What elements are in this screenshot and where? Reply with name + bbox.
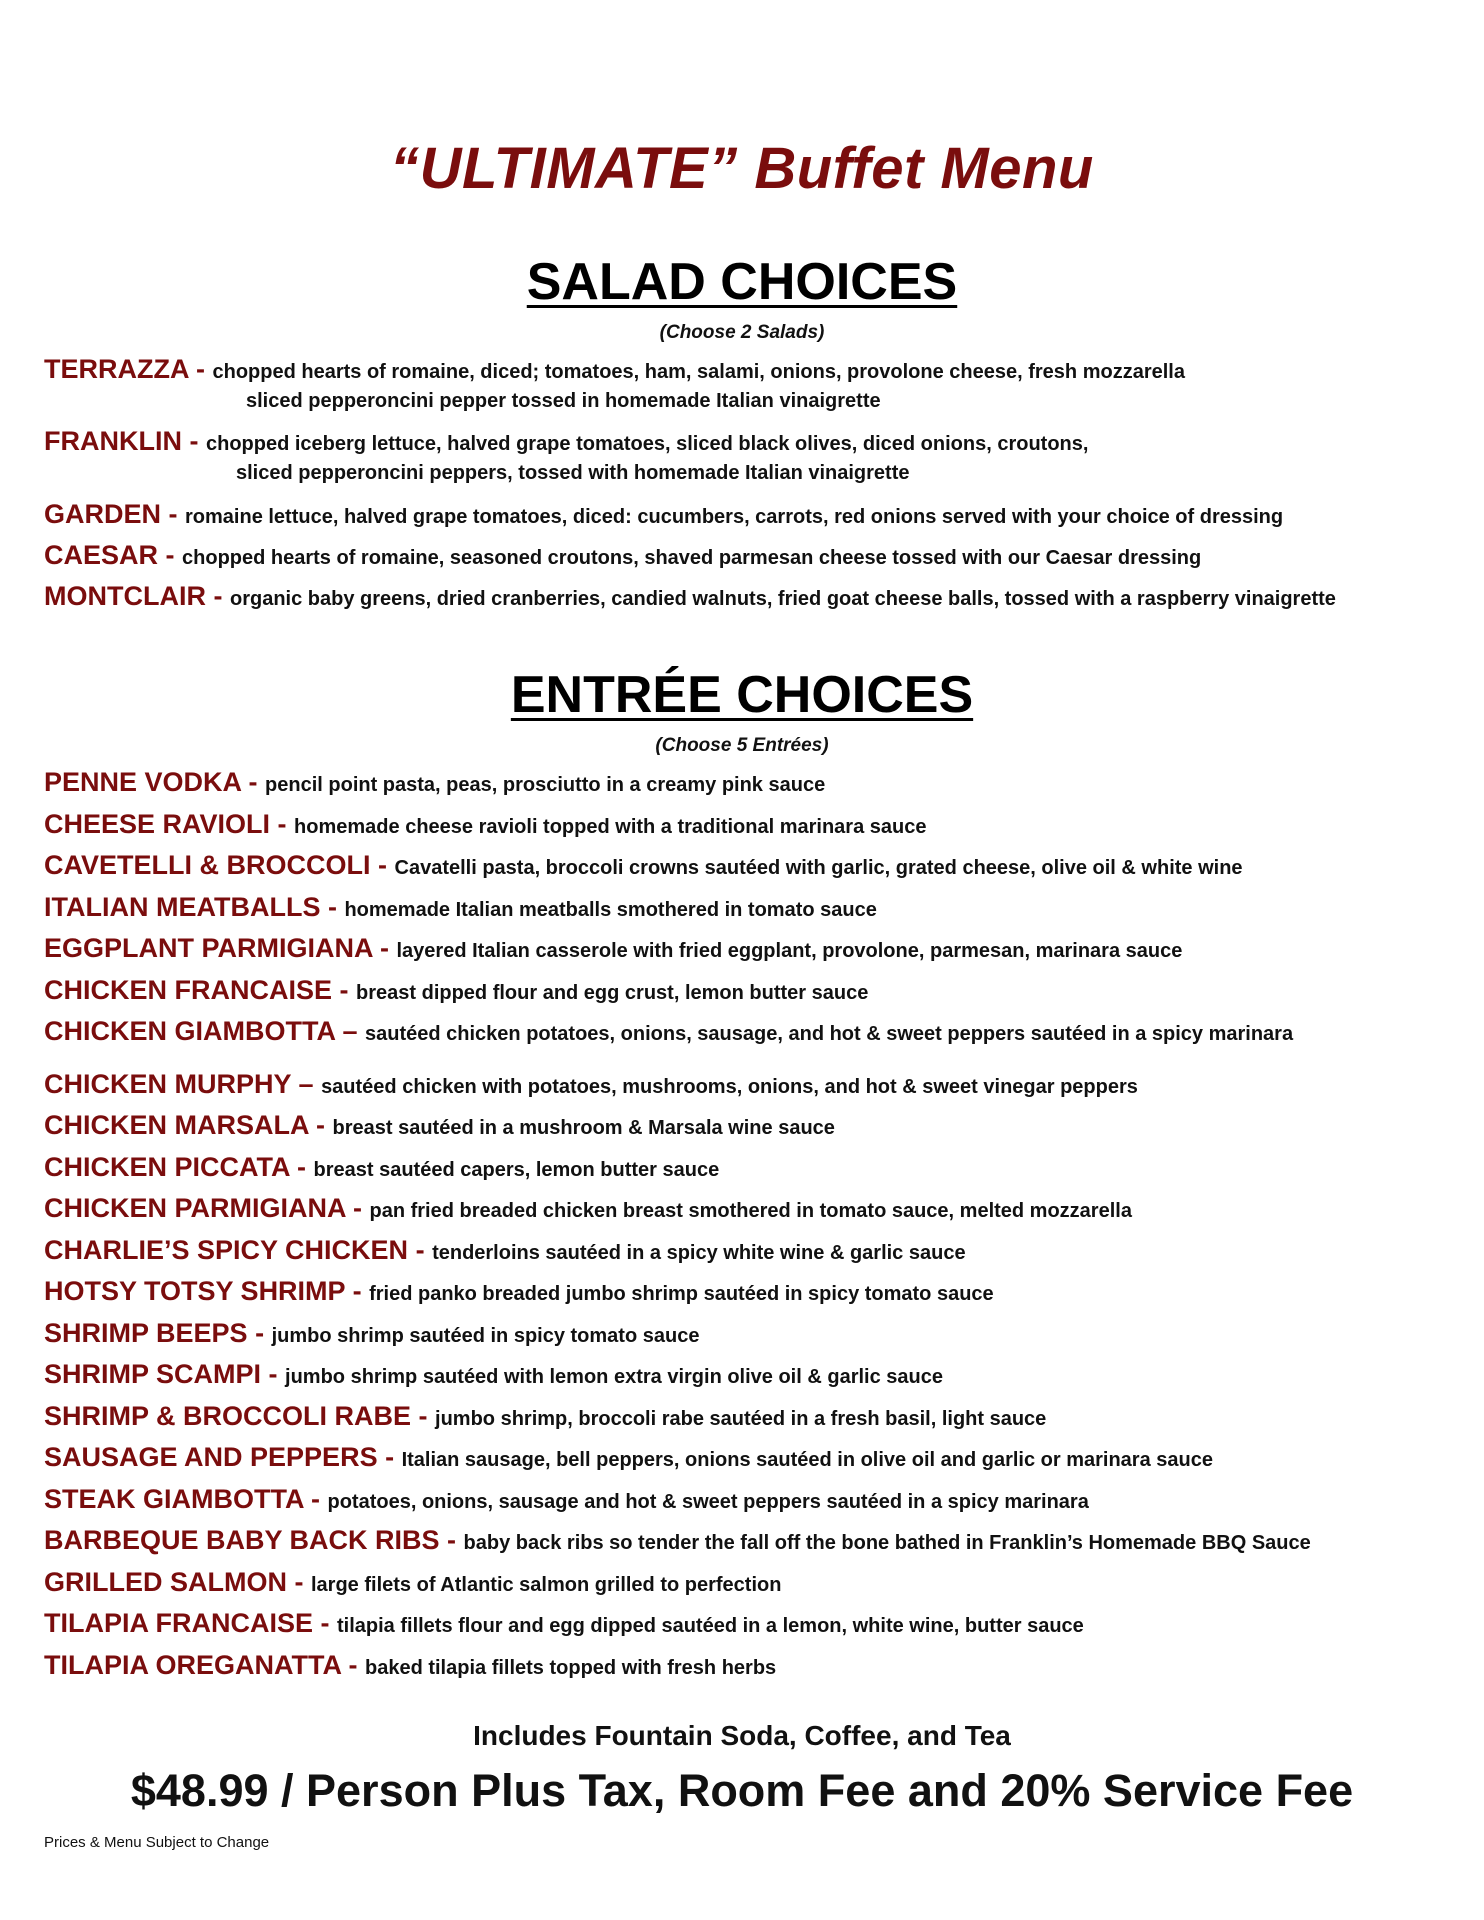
entree-name: ITALIAN MEATBALLS bbox=[44, 891, 321, 922]
entree-separator: - bbox=[439, 1525, 464, 1555]
entree-name: CHICKEN PICCATA bbox=[44, 1151, 290, 1182]
salad-separator: - bbox=[181, 426, 206, 456]
entree-description: jumbo shrimp sautéed with lemon extra virgin olive oil & garlic sauce bbox=[285, 1366, 943, 1388]
entree-name: SHRIMP & BROCCOLI RABE bbox=[44, 1400, 412, 1431]
entree-section-heading bbox=[0, 665, 1484, 725]
entree-separator: - bbox=[270, 808, 295, 839]
entree-list bbox=[44, 762, 1464, 1686]
entree-description: jumbo shrimp, broccoli rabe sautéed in a fresh basil, light sauce bbox=[435, 1407, 1047, 1430]
entree-description: pencil point pasta, peas, prosciutto in a creamy pink sauce bbox=[265, 774, 826, 796]
entree-item bbox=[44, 1188, 1464, 1230]
salad-item bbox=[44, 494, 1464, 535]
entree-item bbox=[44, 1437, 1464, 1479]
entree-name: CHARLIE’S SPICY CHICKEN bbox=[44, 1234, 409, 1265]
entree-separator: - bbox=[345, 1276, 370, 1306]
entree-name: SHRIMP SCAMPI bbox=[44, 1359, 262, 1389]
entree-description: jumbo shrimp sautéed in spicy tomato sauce bbox=[271, 1324, 700, 1347]
entree-description: potatoes, onions, sausage and hot & sweet peppers sautéed in a spicy marinara bbox=[327, 1490, 1089, 1513]
entree-name: TILAPIA FRANCAISE bbox=[44, 1608, 313, 1638]
salad-description: chopped hearts of romaine, diced; tomatoes, ham, salami, onions, provolone cheese, fresh mozzarella bbox=[212, 361, 1185, 383]
entree-name: GRILLED SALMON bbox=[44, 1566, 287, 1597]
entree-separator: - bbox=[345, 1193, 370, 1223]
entree-separator: - bbox=[320, 891, 345, 922]
entree-name: SAUSAGE AND PEPPERS bbox=[44, 1442, 378, 1472]
entree-item bbox=[44, 1105, 1464, 1147]
entree-separator: - bbox=[377, 1442, 402, 1472]
salad-description: romaine lettuce, halved grape tomatoes, diced: cucumbers, carrots, red onions served with your choice of dressing bbox=[185, 506, 1284, 528]
entree-description: layered Italian casserole with fried eggplant, provolone, parmesan, marinara sauce bbox=[396, 940, 1183, 962]
entree-name: CHICKEN FRANCAISE bbox=[44, 974, 333, 1005]
entree-description: sautéed chicken with potatoes, mushrooms, onions, and hot & sweet vinegar peppers bbox=[321, 1075, 1138, 1098]
entree-description: Cavatelli pasta, broccoli crowns sautéed with garlic, grated cheese, olive oil & white wine bbox=[394, 857, 1243, 879]
entree-item bbox=[44, 1230, 1464, 1272]
salad-separator: - bbox=[161, 499, 186, 529]
salad-description: chopped hearts of romaine, seasoned croutons, shaved parmesan cheese tossed with our Caesar dressing bbox=[182, 547, 1202, 569]
salad-section-heading bbox=[0, 252, 1484, 312]
entree-item bbox=[44, 970, 1464, 1012]
entree-description: homemade cheese ravioli topped with a traditional marinara sauce bbox=[294, 815, 927, 838]
disclaimer: Prices & Menu Subject to Change bbox=[44, 1834, 270, 1851]
entree-item bbox=[44, 1271, 1464, 1313]
entree-item bbox=[44, 928, 1464, 970]
entree-separator: - bbox=[411, 1400, 436, 1431]
salad-description: organic baby greens, dried cranberries, candied walnuts, fried goat cheese balls, tossed with a raspberry vinaigrette bbox=[229, 588, 1336, 610]
entree-separator: - bbox=[313, 1608, 337, 1638]
entree-description: tenderloins sautéed in a spicy white wine & garlic sauce bbox=[432, 1241, 966, 1264]
includes-note: Includes Fountain Soda, Coffee, and Tea bbox=[473, 1720, 1011, 1751]
entree-section-heading-text: ENTRÉE CHOICES bbox=[510, 666, 974, 724]
salad-name: GARDEN bbox=[44, 499, 162, 529]
price-line: $48.99 / Person Plus Tax, Room Fee and 20% Service Fee bbox=[130, 1765, 1354, 1816]
entree-description: Italian sausage, bell peppers, onions sautéed in olive oil and garlic or marinara sauce bbox=[401, 1449, 1213, 1471]
entree-item bbox=[44, 1396, 1464, 1438]
entree-separator: - bbox=[340, 1649, 365, 1680]
entree-separator: - bbox=[289, 1151, 314, 1182]
salad-description: chopped iceberg lettuce, halved grape tomatoes, sliced black olives, diced onions, croutons, bbox=[205, 433, 1089, 455]
entree-name: CHEESE RAVIOLI bbox=[44, 808, 271, 839]
entree-description: large filets of Atlantic salmon grilled to perfection bbox=[311, 1573, 782, 1596]
entree-item bbox=[44, 845, 1464, 887]
entree-description: baby back ribs so tender the fall off the bone bathed in Franklin’s Homemade BBQ Sauce bbox=[463, 1532, 1311, 1554]
salad-separator: - bbox=[188, 354, 213, 384]
entree-item bbox=[44, 804, 1464, 846]
entree-item bbox=[44, 887, 1464, 929]
salad-list bbox=[44, 350, 1464, 617]
salad-description-continued: sliced pepperoncini peppers, tossed with homemade Italian vinaigrette bbox=[236, 462, 910, 484]
salad-name: MONTCLAIR bbox=[44, 581, 206, 611]
entree-name: STEAK GIAMBOTTA bbox=[44, 1483, 304, 1514]
entree-separator: – bbox=[334, 1016, 366, 1046]
entree-separator: - bbox=[408, 1234, 433, 1265]
entree-item bbox=[44, 1520, 1464, 1562]
entree-item bbox=[44, 1147, 1464, 1189]
entree-item bbox=[44, 1313, 1464, 1355]
salad-name: CAESAR bbox=[44, 540, 159, 570]
entree-item bbox=[44, 1479, 1464, 1521]
entree-separator: - bbox=[287, 1566, 311, 1597]
entree-separator: - bbox=[332, 974, 357, 1005]
entree-item bbox=[44, 1562, 1464, 1604]
entree-name: CHICKEN PARMIGIANA bbox=[44, 1193, 346, 1223]
salad-separator: - bbox=[205, 581, 230, 611]
entree-description: homemade Italian meatballs smothered in tomato sauce bbox=[344, 898, 877, 921]
entree-description: breast dipped flour and egg crust, lemon butter sauce bbox=[356, 981, 869, 1004]
entree-separator: - bbox=[241, 767, 266, 797]
entree-item bbox=[44, 1064, 1464, 1106]
entree-description: tilapia fillets flour and egg dipped sautéed in a lemon, white wine, butter sauce bbox=[337, 1615, 1084, 1637]
salad-item bbox=[44, 576, 1464, 617]
entree-separator: – bbox=[291, 1068, 322, 1099]
page-title: “ULTIMATE” Buffet Menu bbox=[390, 136, 1094, 201]
entree-name: SHRIMP BEEPS bbox=[44, 1317, 248, 1348]
entree-name: HOTSY TOTSY SHRIMP bbox=[44, 1276, 346, 1306]
entree-name: EGGPLANT PARMIGIANA bbox=[44, 933, 373, 963]
entree-description: breast sautéed in a mushroom & Marsala wine sauce bbox=[332, 1117, 835, 1139]
salad-item bbox=[44, 535, 1464, 576]
entree-separator: - bbox=[372, 933, 397, 963]
entree-name: PENNE VODKA bbox=[44, 767, 242, 797]
entree-separator: - bbox=[308, 1110, 333, 1140]
entree-description: fried panko breaded jumbo shrimp sautéed in spicy tomato sauce bbox=[369, 1283, 994, 1305]
entree-description: baked tilapia fillets topped with fresh herbs bbox=[364, 1656, 777, 1679]
entree-name: BARBEQUE BABY BACK RIBS bbox=[44, 1525, 440, 1555]
entree-item bbox=[44, 1011, 1464, 1053]
entree-description: breast sautéed capers, lemon butter sauce bbox=[313, 1158, 720, 1181]
entree-item bbox=[44, 762, 1464, 804]
entree-name: CAVETELLI & BROCCOLI bbox=[44, 850, 371, 880]
salad-choose-note: (Choose 2 Salads) bbox=[659, 322, 825, 343]
salad-item bbox=[44, 422, 1464, 494]
entree-name: CHICKEN MURPHY bbox=[44, 1068, 292, 1099]
salad-section-heading-text: SALAD CHOICES bbox=[526, 253, 958, 311]
entree-name: TILAPIA OREGANATTA bbox=[44, 1649, 341, 1680]
entree-separator: - bbox=[247, 1317, 272, 1348]
entree-item bbox=[44, 1645, 1464, 1687]
entree-name: CHICKEN MARSALA bbox=[44, 1110, 309, 1140]
salad-description-continued: sliced pepperoncini pepper tossed in homemade Italian vinaigrette bbox=[246, 390, 881, 412]
entree-choose-note: (Choose 5 Entrées) bbox=[655, 735, 829, 756]
salad-name: FRANKLIN bbox=[44, 426, 182, 456]
entree-separator: - bbox=[370, 850, 395, 880]
entree-item bbox=[44, 1354, 1464, 1396]
salad-name: TERRAZZA bbox=[44, 354, 189, 384]
entree-item bbox=[44, 1603, 1464, 1645]
entree-separator: - bbox=[261, 1359, 286, 1389]
salad-separator: - bbox=[158, 540, 183, 570]
salad-item bbox=[44, 350, 1464, 422]
entree-description: sautéed chicken potatoes, onions, sausage, and hot & sweet peppers sautéed in a spicy marinara bbox=[365, 1023, 1294, 1045]
entree-description: pan fried breaded chicken breast smothered in tomato sauce, melted mozzarella bbox=[369, 1200, 1132, 1222]
entree-separator: - bbox=[303, 1483, 328, 1514]
entree-name: CHICKEN GIAMBOTTA bbox=[44, 1016, 335, 1046]
